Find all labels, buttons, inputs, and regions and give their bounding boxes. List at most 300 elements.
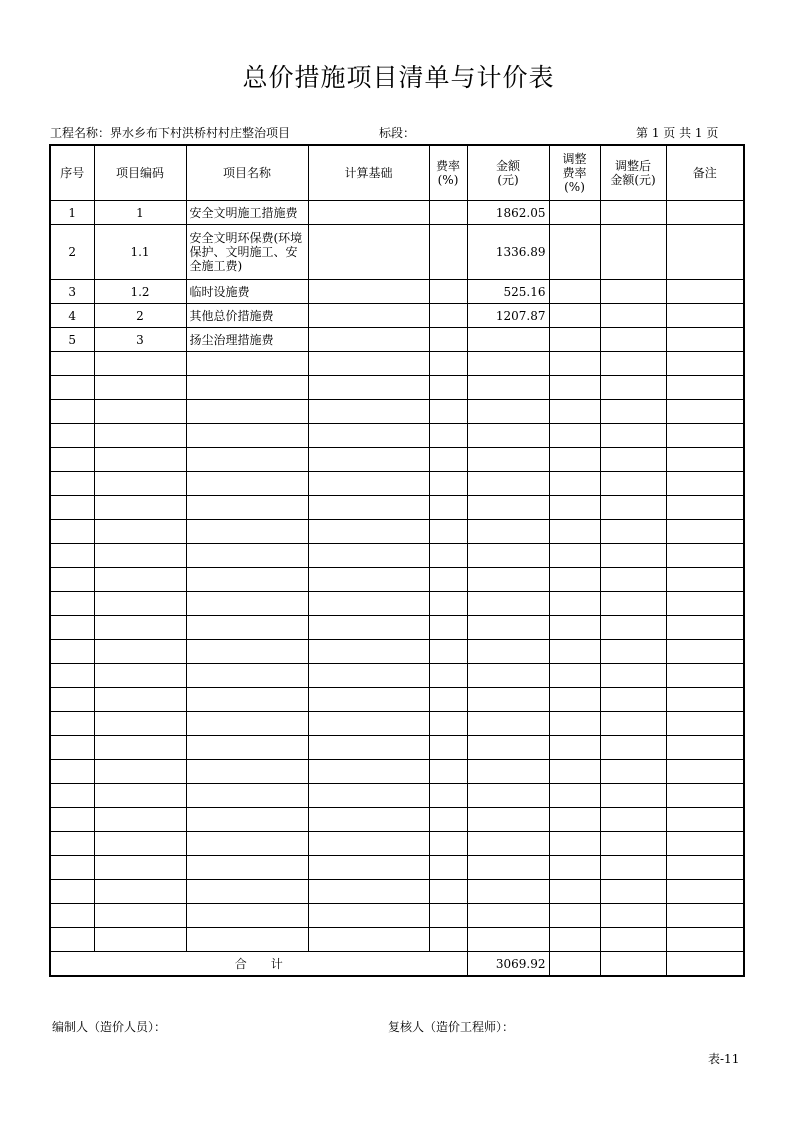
cell-rate	[429, 304, 467, 328]
empty-cell	[50, 400, 94, 424]
empty-cell	[666, 616, 744, 640]
cell-rate	[429, 280, 467, 304]
empty-cell	[666, 592, 744, 616]
empty-table-row	[50, 520, 744, 544]
cell-adjusted-rate	[549, 201, 600, 225]
empty-cell	[50, 616, 94, 640]
empty-cell	[666, 760, 744, 784]
empty-cell	[50, 640, 94, 664]
empty-cell	[308, 688, 429, 712]
empty-cell	[666, 712, 744, 736]
empty-cell	[549, 664, 600, 688]
empty-cell	[94, 736, 186, 760]
cell-remark	[666, 304, 744, 328]
cell-adjusted-rate	[549, 225, 600, 280]
empty-cell	[308, 544, 429, 568]
empty-cell	[429, 904, 467, 928]
empty-cell	[666, 352, 744, 376]
empty-cell	[666, 400, 744, 424]
empty-cell	[549, 400, 600, 424]
cell-basis	[308, 304, 429, 328]
empty-cell	[94, 880, 186, 904]
empty-cell	[600, 712, 666, 736]
header-rate	[429, 145, 467, 201]
empty-cell	[50, 520, 94, 544]
empty-cell	[308, 640, 429, 664]
empty-cell	[429, 856, 467, 880]
header-code: 项目编码	[94, 145, 186, 201]
empty-cell	[549, 736, 600, 760]
empty-cell	[50, 472, 94, 496]
empty-cell	[308, 376, 429, 400]
empty-cell	[467, 784, 549, 808]
page-number: 第 1 页 共 1 页	[636, 126, 719, 140]
empty-cell	[549, 904, 600, 928]
cell-basis	[308, 280, 429, 304]
empty-cell	[186, 808, 308, 832]
header-adjusted-rate-line2: 费率	[562, 166, 587, 180]
empty-cell	[549, 640, 600, 664]
empty-cell	[467, 568, 549, 592]
empty-cell	[186, 400, 308, 424]
empty-cell	[308, 448, 429, 472]
cell-rate	[429, 328, 467, 352]
empty-cell	[429, 808, 467, 832]
form-number: 表-11	[708, 1052, 740, 1066]
empty-cell	[549, 856, 600, 880]
empty-cell	[94, 376, 186, 400]
empty-cell	[94, 616, 186, 640]
empty-cell	[50, 664, 94, 688]
empty-cell	[50, 760, 94, 784]
empty-cell	[50, 904, 94, 928]
empty-cell	[429, 880, 467, 904]
empty-cell	[467, 424, 549, 448]
empty-cell	[308, 592, 429, 616]
empty-cell	[666, 904, 744, 928]
total-row	[50, 952, 744, 977]
empty-cell	[308, 904, 429, 928]
empty-cell	[549, 928, 600, 952]
empty-cell	[429, 544, 467, 568]
empty-cell	[600, 904, 666, 928]
empty-cell	[666, 544, 744, 568]
empty-cell	[467, 904, 549, 928]
empty-cell	[666, 784, 744, 808]
empty-cell	[429, 640, 467, 664]
empty-cell	[467, 376, 549, 400]
empty-cell	[467, 352, 549, 376]
empty-table-row	[50, 640, 744, 664]
cell-name: 扬尘治理措施费	[186, 328, 308, 352]
cell-adjusted-amount	[600, 280, 666, 304]
empty-cell	[186, 496, 308, 520]
empty-cell	[94, 904, 186, 928]
empty-cell	[549, 376, 600, 400]
empty-cell	[186, 928, 308, 952]
empty-cell	[186, 352, 308, 376]
empty-cell	[666, 640, 744, 664]
cell-seq: 5	[50, 328, 94, 352]
empty-cell	[666, 688, 744, 712]
empty-cell	[600, 640, 666, 664]
empty-cell	[186, 544, 308, 568]
empty-table-row	[50, 880, 744, 904]
cell-remark	[666, 328, 744, 352]
reviewer-label: 复核人（造价工程师）：	[388, 1020, 515, 1034]
cell-adjusted-amount	[600, 225, 666, 280]
empty-cell	[467, 472, 549, 496]
empty-cell	[308, 832, 429, 856]
empty-cell	[308, 760, 429, 784]
cell-amount: 1207.87	[467, 304, 549, 328]
header-rate-line2: (%)	[437, 173, 459, 187]
empty-cell	[50, 376, 94, 400]
empty-cell	[549, 616, 600, 640]
empty-table-row	[50, 832, 744, 856]
empty-cell	[308, 496, 429, 520]
empty-cell	[666, 472, 744, 496]
empty-table-row	[50, 904, 744, 928]
cell-seq: 4	[50, 304, 94, 328]
empty-table-row	[50, 472, 744, 496]
cell-seq: 3	[50, 280, 94, 304]
empty-cell	[308, 568, 429, 592]
table-row	[50, 280, 744, 304]
empty-cell	[186, 736, 308, 760]
empty-cell	[666, 928, 744, 952]
empty-cell	[666, 568, 744, 592]
empty-cell	[186, 688, 308, 712]
empty-cell	[666, 880, 744, 904]
empty-table-row	[50, 688, 744, 712]
empty-cell	[429, 568, 467, 592]
cell-code: 1.2	[94, 280, 186, 304]
project-name: 工程名称：界水乡布下村洪桥村村庄整治项目	[50, 126, 291, 140]
empty-cell	[186, 424, 308, 448]
cell-code: 2	[94, 304, 186, 328]
empty-cell	[467, 400, 549, 424]
empty-cell	[600, 664, 666, 688]
empty-table-row	[50, 400, 744, 424]
cell-name: 临时设施费	[186, 280, 308, 304]
empty-cell	[50, 880, 94, 904]
empty-table-row	[50, 568, 744, 592]
empty-table-row	[50, 544, 744, 568]
empty-cell	[186, 760, 308, 784]
table-row	[50, 201, 744, 225]
empty-table-row	[50, 784, 744, 808]
empty-cell	[94, 640, 186, 664]
empty-cell	[308, 664, 429, 688]
empty-cell	[94, 424, 186, 448]
empty-cell	[429, 760, 467, 784]
empty-cell	[467, 664, 549, 688]
empty-cell	[94, 400, 186, 424]
empty-table-row	[50, 760, 744, 784]
empty-cell	[50, 784, 94, 808]
empty-cell	[308, 472, 429, 496]
header-adjusted-rate-line1: 调整	[562, 152, 587, 166]
empty-cell	[308, 712, 429, 736]
empty-cell	[666, 856, 744, 880]
empty-cell	[429, 712, 467, 736]
empty-cell	[94, 784, 186, 808]
empty-cell	[666, 424, 744, 448]
empty-cell	[429, 472, 467, 496]
empty-cell	[549, 448, 600, 472]
empty-cell	[429, 352, 467, 376]
total-label: 合 计	[50, 952, 467, 977]
header-adjusted-rate	[549, 145, 600, 201]
empty-cell	[94, 568, 186, 592]
empty-cell	[549, 808, 600, 832]
empty-cell	[308, 352, 429, 376]
empty-cell	[94, 544, 186, 568]
empty-cell	[600, 592, 666, 616]
header-basis: 计算基础	[308, 145, 429, 201]
cell-adjusted-amount	[600, 328, 666, 352]
empty-cell	[666, 664, 744, 688]
empty-cell	[50, 712, 94, 736]
cell-name: 安全文明环保费(环境保护、文明施工、安全施工费)	[186, 225, 308, 280]
empty-cell	[186, 568, 308, 592]
empty-table-row	[50, 352, 744, 376]
empty-cell	[308, 424, 429, 448]
empty-cell	[186, 640, 308, 664]
empty-cell	[600, 424, 666, 448]
empty-cell	[429, 688, 467, 712]
cell-adjusted-rate	[549, 328, 600, 352]
empty-cell	[467, 736, 549, 760]
header-remark: 备注	[666, 145, 744, 201]
empty-cell	[600, 880, 666, 904]
empty-cell	[429, 496, 467, 520]
empty-cell	[94, 808, 186, 832]
empty-cell	[600, 784, 666, 808]
empty-cell	[549, 424, 600, 448]
compiler-label: 编制人（造价人员）：	[52, 1020, 167, 1034]
cell-name: 安全文明施工措施费	[186, 201, 308, 225]
empty-cell	[94, 928, 186, 952]
empty-cell	[467, 928, 549, 952]
table-row	[50, 304, 744, 328]
cell-code: 1.1	[94, 225, 186, 280]
empty-table-row	[50, 856, 744, 880]
empty-cell	[308, 928, 429, 952]
empty-cell	[50, 496, 94, 520]
cell-amount: 1862.05	[467, 201, 549, 225]
empty-cell	[94, 688, 186, 712]
empty-cell	[600, 832, 666, 856]
empty-cell	[467, 592, 549, 616]
empty-cell	[429, 616, 467, 640]
header-rate-line1: 费率	[435, 159, 460, 173]
header-adjusted-rate-line3: (%)	[564, 180, 585, 194]
empty-cell	[549, 472, 600, 496]
cell-adjusted-amount	[600, 304, 666, 328]
empty-cell	[600, 544, 666, 568]
empty-cell	[600, 352, 666, 376]
empty-cell	[308, 784, 429, 808]
empty-cell	[549, 712, 600, 736]
empty-cell	[429, 400, 467, 424]
empty-cell	[600, 448, 666, 472]
empty-cell	[549, 520, 600, 544]
empty-cell	[308, 400, 429, 424]
empty-table-row	[50, 712, 744, 736]
empty-cell	[94, 448, 186, 472]
empty-cell	[600, 688, 666, 712]
empty-cell	[666, 808, 744, 832]
empty-cell	[600, 856, 666, 880]
header-adjusted-amount	[600, 145, 666, 201]
empty-cell	[467, 520, 549, 544]
empty-cell	[186, 856, 308, 880]
empty-cell	[429, 832, 467, 856]
empty-cell	[600, 736, 666, 760]
empty-table-row	[50, 928, 744, 952]
empty-cell	[429, 424, 467, 448]
empty-table-row	[50, 496, 744, 520]
header-amount-line1: 金额	[495, 159, 520, 173]
empty-cell	[94, 352, 186, 376]
empty-cell	[549, 544, 600, 568]
empty-cell	[94, 832, 186, 856]
empty-cell	[666, 832, 744, 856]
cell-remark	[666, 225, 744, 280]
empty-cell	[549, 880, 600, 904]
empty-cell	[50, 448, 94, 472]
empty-cell	[50, 928, 94, 952]
empty-cell	[467, 688, 549, 712]
empty-cell	[186, 712, 308, 736]
empty-cell	[549, 568, 600, 592]
empty-cell	[600, 928, 666, 952]
cell-name: 其他总价措施费	[186, 304, 308, 328]
empty-cell	[600, 616, 666, 640]
empty-cell	[94, 520, 186, 544]
cell-code: 1	[94, 201, 186, 225]
cell-remark	[666, 201, 744, 225]
empty-cell	[467, 880, 549, 904]
empty-cell	[467, 616, 549, 640]
empty-cell	[600, 472, 666, 496]
header-seq: 序号	[50, 145, 94, 201]
empty-cell	[186, 448, 308, 472]
total-adjusted-rate	[549, 952, 600, 977]
empty-cell	[429, 928, 467, 952]
empty-cell	[186, 520, 308, 544]
empty-cell	[467, 856, 549, 880]
empty-cell	[50, 856, 94, 880]
empty-cell	[600, 400, 666, 424]
empty-cell	[308, 736, 429, 760]
header-adjusted-amount-line1: 调整后	[614, 159, 651, 173]
total-adjusted-amount	[600, 952, 666, 977]
empty-cell	[429, 448, 467, 472]
empty-cell	[666, 496, 744, 520]
empty-cell	[600, 520, 666, 544]
cell-seq: 1	[50, 201, 94, 225]
cell-basis	[308, 201, 429, 225]
header-name: 项目名称	[186, 145, 308, 201]
empty-cell	[186, 784, 308, 808]
empty-cell	[549, 688, 600, 712]
empty-cell	[666, 376, 744, 400]
empty-cell	[308, 880, 429, 904]
empty-cell	[50, 592, 94, 616]
empty-cell	[666, 736, 744, 760]
empty-cell	[186, 616, 308, 640]
empty-cell	[549, 592, 600, 616]
empty-cell	[429, 520, 467, 544]
empty-cell	[600, 808, 666, 832]
header-amount	[467, 145, 549, 201]
empty-cell	[50, 688, 94, 712]
empty-cell	[94, 712, 186, 736]
cell-seq: 2	[50, 225, 94, 280]
empty-cell	[467, 544, 549, 568]
header-amount-line2: (元)	[497, 173, 519, 187]
empty-cell	[666, 520, 744, 544]
empty-table-row	[50, 592, 744, 616]
empty-cell	[50, 568, 94, 592]
cell-amount: 525.16	[467, 280, 549, 304]
cell-amount	[467, 328, 549, 352]
empty-cell	[186, 880, 308, 904]
empty-cell	[94, 496, 186, 520]
empty-table-row	[50, 808, 744, 832]
empty-table-row	[50, 424, 744, 448]
empty-cell	[50, 424, 94, 448]
empty-cell	[186, 472, 308, 496]
empty-cell	[50, 736, 94, 760]
empty-cell	[50, 808, 94, 832]
header-adjusted-amount-line2: 金额(元)	[610, 173, 656, 187]
cell-adjusted-amount	[600, 201, 666, 225]
page-title: 总价措施项目清单与计价表	[242, 63, 555, 92]
total-amount: 3069.92	[467, 952, 549, 977]
empty-cell	[467, 808, 549, 832]
empty-cell	[186, 904, 308, 928]
total-remark	[666, 952, 744, 977]
cell-amount: 1336.89	[467, 225, 549, 280]
empty-cell	[467, 712, 549, 736]
table-row	[50, 328, 744, 352]
empty-cell	[467, 760, 549, 784]
empty-cell	[549, 496, 600, 520]
empty-cell	[308, 856, 429, 880]
empty-cell	[467, 832, 549, 856]
empty-cell	[94, 592, 186, 616]
empty-cell	[94, 760, 186, 784]
empty-table-row	[50, 664, 744, 688]
empty-table-row	[50, 376, 744, 400]
cell-adjusted-rate	[549, 304, 600, 328]
empty-cell	[308, 808, 429, 832]
table-header-row	[50, 145, 744, 201]
empty-cell	[549, 784, 600, 808]
empty-cell	[467, 496, 549, 520]
empty-cell	[308, 520, 429, 544]
cell-rate	[429, 225, 467, 280]
section-label: 标段：	[379, 126, 416, 140]
empty-cell	[94, 664, 186, 688]
empty-cell	[186, 376, 308, 400]
empty-cell	[429, 736, 467, 760]
measures-table	[49, 144, 745, 977]
